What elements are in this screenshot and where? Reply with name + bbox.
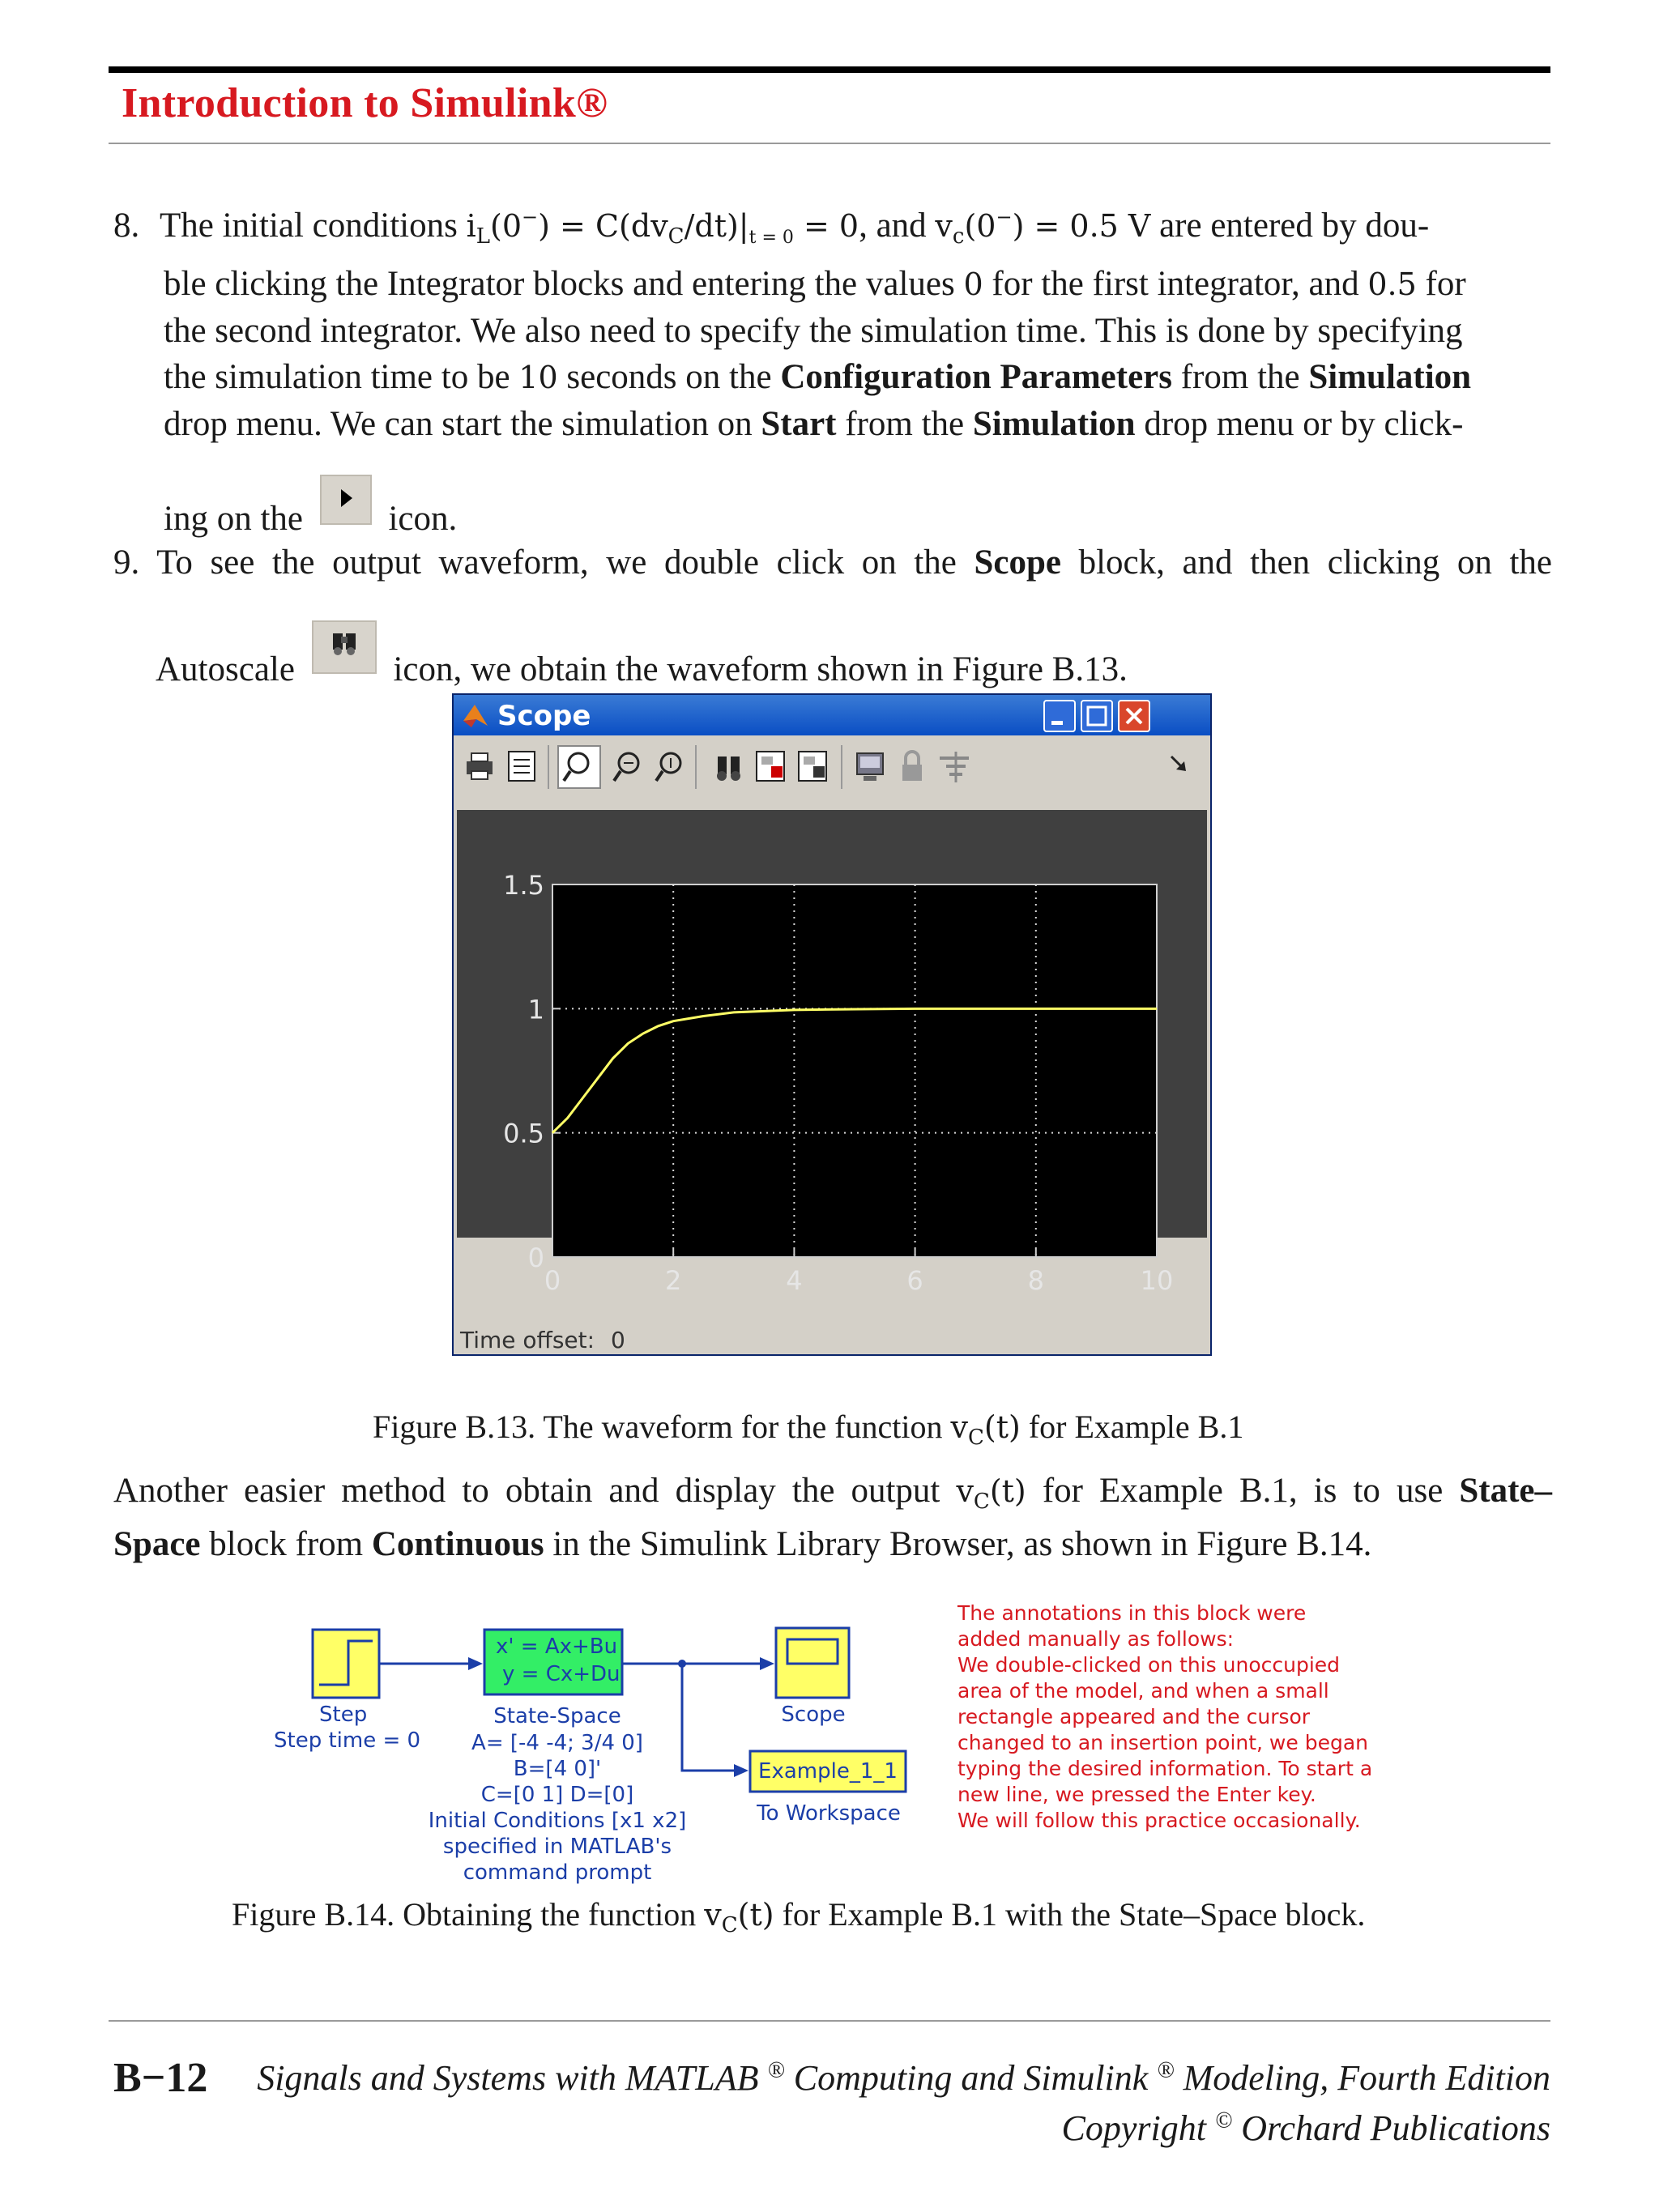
vc-initial: $v_c(0^-) = 0.5$ V — [935, 206, 1151, 249]
x-tick-label: 6 — [906, 1265, 923, 1296]
ss-param-note-1: specified in MATLAB's — [442, 1835, 672, 1859]
annotation-line: typing the desired information. To start a — [957, 1757, 1373, 1780]
simulink-model — [267, 1600, 1401, 1900]
autoscale-binoculars-icon — [312, 620, 377, 674]
annotation-line: area of the model, and when a small — [957, 1679, 1329, 1703]
close-button[interactable] — [1118, 700, 1150, 732]
para-statespace-line-2: Space block from Continuous in the Simulink Library Browser, as shown in Figure B.14. — [113, 1525, 1372, 1563]
step-block-param: Step time = 0 — [274, 1728, 421, 1753]
annotation-line: We double-clicked on this unoccupied — [957, 1653, 1341, 1677]
ss-block-name: State-Space — [493, 1704, 621, 1728]
ss-param-cd: C=[0 1] D=[0] — [480, 1783, 634, 1807]
ss-block-params — [365, 1730, 750, 1886]
ss-equation-2: y = Cx+Du — [502, 1662, 621, 1686]
annotation-line: added manually as follows: — [957, 1627, 1235, 1651]
item-8-line-3: the second integrator. We also need to specify the simulation time. This is done by specifying — [164, 312, 1463, 350]
item-8-text-c: are entered by dou- — [1159, 207, 1430, 245]
zoom-y-icon[interactable] — [651, 748, 687, 784]
item-8 — [113, 194, 1552, 261]
figure-13-caption: Figure B.13. The waveform for the function $v_C(t)$ for Example B.1 — [373, 1409, 1244, 1450]
item-8-number: 8. — [113, 207, 140, 245]
y-tick-label: 1 — [527, 994, 544, 1025]
copyright-line: Copyright © Orchard Publications — [1061, 2108, 1550, 2148]
scope-block-name: Scope — [781, 1703, 846, 1727]
y-tick-label: 1.5 — [503, 870, 544, 901]
start-simulation-icon — [320, 475, 372, 525]
header-rule — [109, 66, 1550, 73]
ss-param-note-2: command prompt — [463, 1860, 652, 1885]
zoom-icon[interactable] — [557, 745, 601, 789]
lock-icon[interactable] — [894, 748, 930, 784]
annotation-line: rectangle appeared and the cursor — [957, 1705, 1311, 1728]
signal-selector-icon[interactable] — [936, 748, 972, 784]
scope-chart — [457, 810, 1207, 1328]
ss-param-a: A= [-4 -4; 3/4 0] — [471, 1731, 643, 1755]
model-annotation — [957, 1600, 1372, 1834]
minimize-button[interactable] — [1043, 700, 1076, 732]
time-offset-value: 0 — [611, 1327, 625, 1353]
footer-rule — [109, 2020, 1550, 2022]
section-header: Introduction to Simulink® — [122, 80, 608, 126]
ss-param-ic: Initial Conditions [x1 x2] — [428, 1809, 687, 1833]
item-9-line-2: Autoscale icon, we obtain the waveform shown in Figure B.13. — [156, 620, 1128, 693]
x-tick-label: 10 — [1140, 1265, 1174, 1296]
y-tick-label: 0 — [527, 1242, 544, 1273]
zoom-x-icon[interactable] — [609, 748, 645, 784]
print-icon[interactable] — [462, 748, 497, 784]
x-tick-label: 0 — [544, 1265, 561, 1296]
item-9-line-1: 9. To see the output waveform, we double click on the Scope block, and then clicking on the — [113, 543, 1553, 582]
scope-window — [452, 693, 1212, 1356]
annotation-line: We will follow this practice occasionally. — [957, 1809, 1361, 1832]
scope-plot-area — [457, 810, 1207, 1296]
item-8-line-6: ing on the icon. — [164, 475, 457, 542]
header-divider — [109, 143, 1550, 144]
annotation-line: The annotations in this block were — [957, 1601, 1307, 1625]
matlab-logo-icon — [462, 701, 489, 729]
scope-toolbar — [454, 737, 1210, 795]
item-8-line-2: ble clicking the Integrator blocks and entering the values 0 for the first integrator, and 0.5 for — [164, 265, 1466, 303]
item-8-line-4: the simulation time to be 10 seconds on the Configuration Parameters from the Simulation — [164, 358, 1472, 396]
scope-titlebar — [454, 695, 1210, 735]
item-8-text-a: The initial conditions — [160, 207, 458, 245]
ss-param-b: B=[4 0]' — [513, 1757, 602, 1781]
save-axes-icon[interactable] — [753, 748, 789, 784]
maximize-button[interactable] — [1081, 700, 1113, 732]
figure-14-caption: Figure B.14. Obtaining the function $v_C(t)$ for Example B.1 with the State–Space block. — [232, 1896, 1366, 1937]
item-8-line-5: drop menu. We can start the simulation on Start from the Simulation drop menu or by click- — [164, 405, 1464, 443]
para-statespace-line-1: Another easier method to obtain and display the output $v_C(t)$ for Example B.1, is to use State– — [113, 1472, 1553, 1514]
parameters-icon[interactable] — [504, 748, 539, 784]
time-offset-bar — [457, 1327, 838, 1354]
y-tick-label: 0.5 — [503, 1118, 544, 1149]
time-offset-label: Time offset: — [460, 1327, 595, 1353]
floating-scope-icon[interactable] — [852, 748, 888, 784]
x-tick-label: 4 — [786, 1265, 803, 1296]
workspace-variable: Example_1_1 — [758, 1759, 898, 1784]
x-tick-label: 2 — [665, 1265, 682, 1296]
plot-frame — [552, 884, 1157, 1257]
annotation-line: new line, we pressed the Enter key. — [957, 1783, 1316, 1806]
workspace-block-name: To Workspace — [757, 1801, 901, 1826]
annotation-line: changed to an insertion point, we began — [957, 1731, 1368, 1754]
ic-il: $i_L(0^-) = C(dv_C/dt)|_{t = 0} = 0$ — [466, 206, 859, 249]
ss-equation-1: x' = Ax+Bu — [496, 1634, 618, 1659]
step-block-name: Step — [319, 1703, 368, 1727]
page-number: B−12 — [113, 2055, 208, 2101]
scope-title: Scope — [497, 700, 591, 732]
resize-arrow-icon — [1166, 752, 1191, 776]
item-8-body — [164, 261, 1552, 447]
item-8-text-b: , and — [859, 207, 927, 245]
x-tick-label: 8 — [1027, 1265, 1044, 1296]
restore-axes-icon[interactable] — [795, 748, 831, 784]
autoscale-icon[interactable] — [711, 748, 747, 784]
book-title: Signals and Systems with MATLAB ® Computing and Simulink ® Modeling, Fourth Edition — [257, 2057, 1550, 2098]
